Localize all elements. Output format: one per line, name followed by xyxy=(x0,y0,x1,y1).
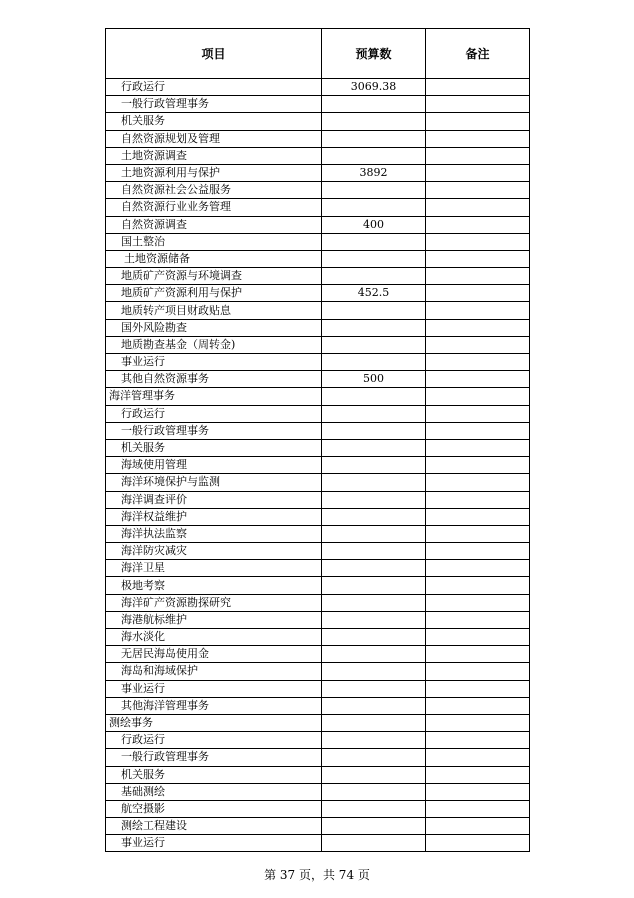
row-item-name: 海洋防灾减灾 xyxy=(106,543,322,560)
row-note xyxy=(426,336,530,353)
table-row xyxy=(106,680,530,697)
row-note xyxy=(426,594,530,611)
row-amount xyxy=(322,697,426,714)
table-row xyxy=(106,96,530,113)
table-row xyxy=(106,543,530,560)
row-note xyxy=(426,783,530,800)
table-row xyxy=(106,525,530,542)
row-amount xyxy=(322,96,426,113)
row-note xyxy=(426,79,530,96)
table-row xyxy=(106,818,530,835)
row-amount xyxy=(322,422,426,439)
table-row xyxy=(106,594,530,611)
row-amount xyxy=(322,319,426,336)
row-item-name: 事业运行 xyxy=(106,354,322,371)
row-amount xyxy=(322,199,426,216)
row-item-name: 一般行政管理事务 xyxy=(106,96,322,113)
table-row xyxy=(106,457,530,474)
row-amount xyxy=(322,302,426,319)
row-amount xyxy=(322,714,426,731)
row-note xyxy=(426,182,530,199)
row-item-name: 极地考察 xyxy=(106,577,322,594)
row-item-name: 海洋权益维护 xyxy=(106,508,322,525)
row-note xyxy=(426,439,530,456)
row-note xyxy=(426,371,530,388)
row-item-name: 海洋环境保护与监测 xyxy=(106,474,322,491)
row-item-name: 海洋执法监察 xyxy=(106,525,322,542)
row-amount xyxy=(322,749,426,766)
row-item-name: 自然资源行业业务管理 xyxy=(106,199,322,216)
row-note xyxy=(426,818,530,835)
row-amount xyxy=(322,405,426,422)
table-row xyxy=(106,577,530,594)
row-note xyxy=(426,525,530,542)
table-row xyxy=(106,233,530,250)
row-note xyxy=(426,302,530,319)
row-note xyxy=(426,268,530,285)
row-amount xyxy=(322,491,426,508)
table-row xyxy=(106,130,530,147)
table-row xyxy=(106,147,530,164)
table-row xyxy=(106,371,530,388)
row-item-name: 国外风险勘查 xyxy=(106,319,322,336)
row-amount xyxy=(322,508,426,525)
row-note xyxy=(426,422,530,439)
table-row xyxy=(106,336,530,353)
row-amount xyxy=(322,680,426,697)
row-amount xyxy=(322,766,426,783)
row-item-name: 测绘工程建设 xyxy=(106,818,322,835)
row-amount xyxy=(322,594,426,611)
row-note xyxy=(426,577,530,594)
table-row xyxy=(106,439,530,456)
row-amount xyxy=(322,354,426,371)
row-item-name: 测绘事务 xyxy=(106,714,322,731)
row-item-name: 行政运行 xyxy=(106,732,322,749)
row-note xyxy=(426,680,530,697)
row-item-name: 其他自然资源事务 xyxy=(106,371,322,388)
row-amount: 3892 xyxy=(322,164,426,181)
row-item-name: 基础测绘 xyxy=(106,783,322,800)
row-note xyxy=(426,749,530,766)
row-note xyxy=(426,319,530,336)
row-item-name: 事业运行 xyxy=(106,680,322,697)
row-amount xyxy=(322,233,426,250)
row-note xyxy=(426,250,530,267)
table-row xyxy=(106,285,530,302)
row-note xyxy=(426,611,530,628)
table-body xyxy=(106,79,530,852)
row-note xyxy=(426,835,530,852)
row-item-name: 一般行政管理事务 xyxy=(106,422,322,439)
row-amount xyxy=(322,835,426,852)
table-header-row xyxy=(106,29,530,79)
row-amount xyxy=(322,525,426,542)
row-amount xyxy=(322,130,426,147)
table-row xyxy=(106,250,530,267)
row-item-name: 地质转产项目财政贴息 xyxy=(106,302,322,319)
row-item-name: 土地资源调查 xyxy=(106,147,322,164)
table-row xyxy=(106,835,530,852)
row-item-name: 海洋管理事务 xyxy=(106,388,322,405)
row-note xyxy=(426,474,530,491)
table-row xyxy=(106,629,530,646)
row-note xyxy=(426,147,530,164)
table-row xyxy=(106,405,530,422)
row-amount xyxy=(322,474,426,491)
row-amount xyxy=(322,800,426,817)
table-row xyxy=(106,697,530,714)
row-note xyxy=(426,543,530,560)
row-note xyxy=(426,96,530,113)
row-amount: 500 xyxy=(322,371,426,388)
table-row xyxy=(106,164,530,181)
row-item-name: 海洋矿产资源勘探研究 xyxy=(106,594,322,611)
budget-table xyxy=(105,28,530,852)
row-amount xyxy=(322,783,426,800)
row-item-name: 航空摄影 xyxy=(106,800,322,817)
row-item-name: 海岛和海域保护 xyxy=(106,663,322,680)
table-row xyxy=(106,783,530,800)
row-note xyxy=(426,629,530,646)
row-note xyxy=(426,766,530,783)
row-amount xyxy=(322,268,426,285)
row-item-name: 无居民海岛使用金 xyxy=(106,646,322,663)
row-note xyxy=(426,233,530,250)
row-item-name: 土地资源利用与保护 xyxy=(106,164,322,181)
row-item-name: 海域使用管理 xyxy=(106,457,322,474)
table-row xyxy=(106,560,530,577)
row-note xyxy=(426,646,530,663)
table-row xyxy=(106,268,530,285)
table-row xyxy=(106,611,530,628)
row-note xyxy=(426,457,530,474)
row-note xyxy=(426,560,530,577)
header-amount: 预算数 xyxy=(322,29,426,79)
table-row xyxy=(106,388,530,405)
table-row xyxy=(106,474,530,491)
row-amount xyxy=(322,577,426,594)
table-row xyxy=(106,319,530,336)
page-footer: 第 37 页，共 74 页 xyxy=(264,868,370,882)
row-amount xyxy=(322,457,426,474)
row-item-name: 地质勘查基金（周转金) xyxy=(106,336,322,353)
row-amount xyxy=(322,250,426,267)
header-item: 项目 xyxy=(106,29,322,79)
header-note: 备注 xyxy=(426,29,530,79)
row-item-name: 事业运行 xyxy=(106,835,322,852)
row-amount xyxy=(322,388,426,405)
row-amount: 400 xyxy=(322,216,426,233)
row-item-name: 一般行政管理事务 xyxy=(106,749,322,766)
row-item-name: 机关服务 xyxy=(106,113,322,130)
row-amount xyxy=(322,439,426,456)
row-item-name: 自然资源规划及管理 xyxy=(106,130,322,147)
table-row xyxy=(106,766,530,783)
table-row xyxy=(106,663,530,680)
row-note xyxy=(426,732,530,749)
table-row xyxy=(106,491,530,508)
row-amount: 452.5 xyxy=(322,285,426,302)
row-note xyxy=(426,164,530,181)
row-item-name: 行政运行 xyxy=(106,405,322,422)
row-note xyxy=(426,130,530,147)
row-note xyxy=(426,697,530,714)
row-item-name: 海洋调查评价 xyxy=(106,491,322,508)
table-row xyxy=(106,182,530,199)
row-amount xyxy=(322,646,426,663)
row-amount xyxy=(322,560,426,577)
row-amount xyxy=(322,663,426,680)
table-row xyxy=(106,199,530,216)
row-note xyxy=(426,216,530,233)
table-row xyxy=(106,732,530,749)
table-row xyxy=(106,800,530,817)
row-note xyxy=(426,714,530,731)
table-row xyxy=(106,354,530,371)
row-amount xyxy=(322,336,426,353)
row-note xyxy=(426,508,530,525)
row-item-name: 海港航标维护 xyxy=(106,611,322,628)
table-row xyxy=(106,113,530,130)
table-row xyxy=(106,749,530,766)
row-note xyxy=(426,199,530,216)
row-item-name: 地质矿产资源与环境调查 xyxy=(106,268,322,285)
row-item-name: 海水淡化 xyxy=(106,629,322,646)
row-note xyxy=(426,491,530,508)
row-amount xyxy=(322,732,426,749)
row-note xyxy=(426,354,530,371)
row-item-name: 机关服务 xyxy=(106,766,322,783)
row-note xyxy=(426,663,530,680)
table-row xyxy=(106,216,530,233)
table-row xyxy=(106,714,530,731)
row-amount xyxy=(322,147,426,164)
table-row xyxy=(106,79,530,96)
table-row xyxy=(106,646,530,663)
row-item-name: 自然资源调查 xyxy=(106,216,322,233)
row-amount: 3069.38 xyxy=(322,79,426,96)
table-row xyxy=(106,508,530,525)
row-item-name: 行政运行 xyxy=(106,79,322,96)
row-item-name: 土地资源储备 xyxy=(106,250,322,267)
row-item-name: 地质矿产资源利用与保护 xyxy=(106,285,322,302)
row-amount xyxy=(322,182,426,199)
row-amount xyxy=(322,113,426,130)
row-item-name: 国土整治 xyxy=(106,233,322,250)
row-item-name: 其他海洋管理事务 xyxy=(106,697,322,714)
table-row xyxy=(106,422,530,439)
row-amount xyxy=(322,629,426,646)
row-note xyxy=(426,405,530,422)
row-amount xyxy=(322,611,426,628)
row-note xyxy=(426,388,530,405)
row-item-name: 海洋卫星 xyxy=(106,560,322,577)
table-row xyxy=(106,302,530,319)
row-amount xyxy=(322,818,426,835)
row-note xyxy=(426,800,530,817)
row-note xyxy=(426,285,530,302)
row-note xyxy=(426,113,530,130)
row-item-name: 机关服务 xyxy=(106,439,322,456)
row-amount xyxy=(322,543,426,560)
row-item-name: 自然资源社会公益服务 xyxy=(106,182,322,199)
